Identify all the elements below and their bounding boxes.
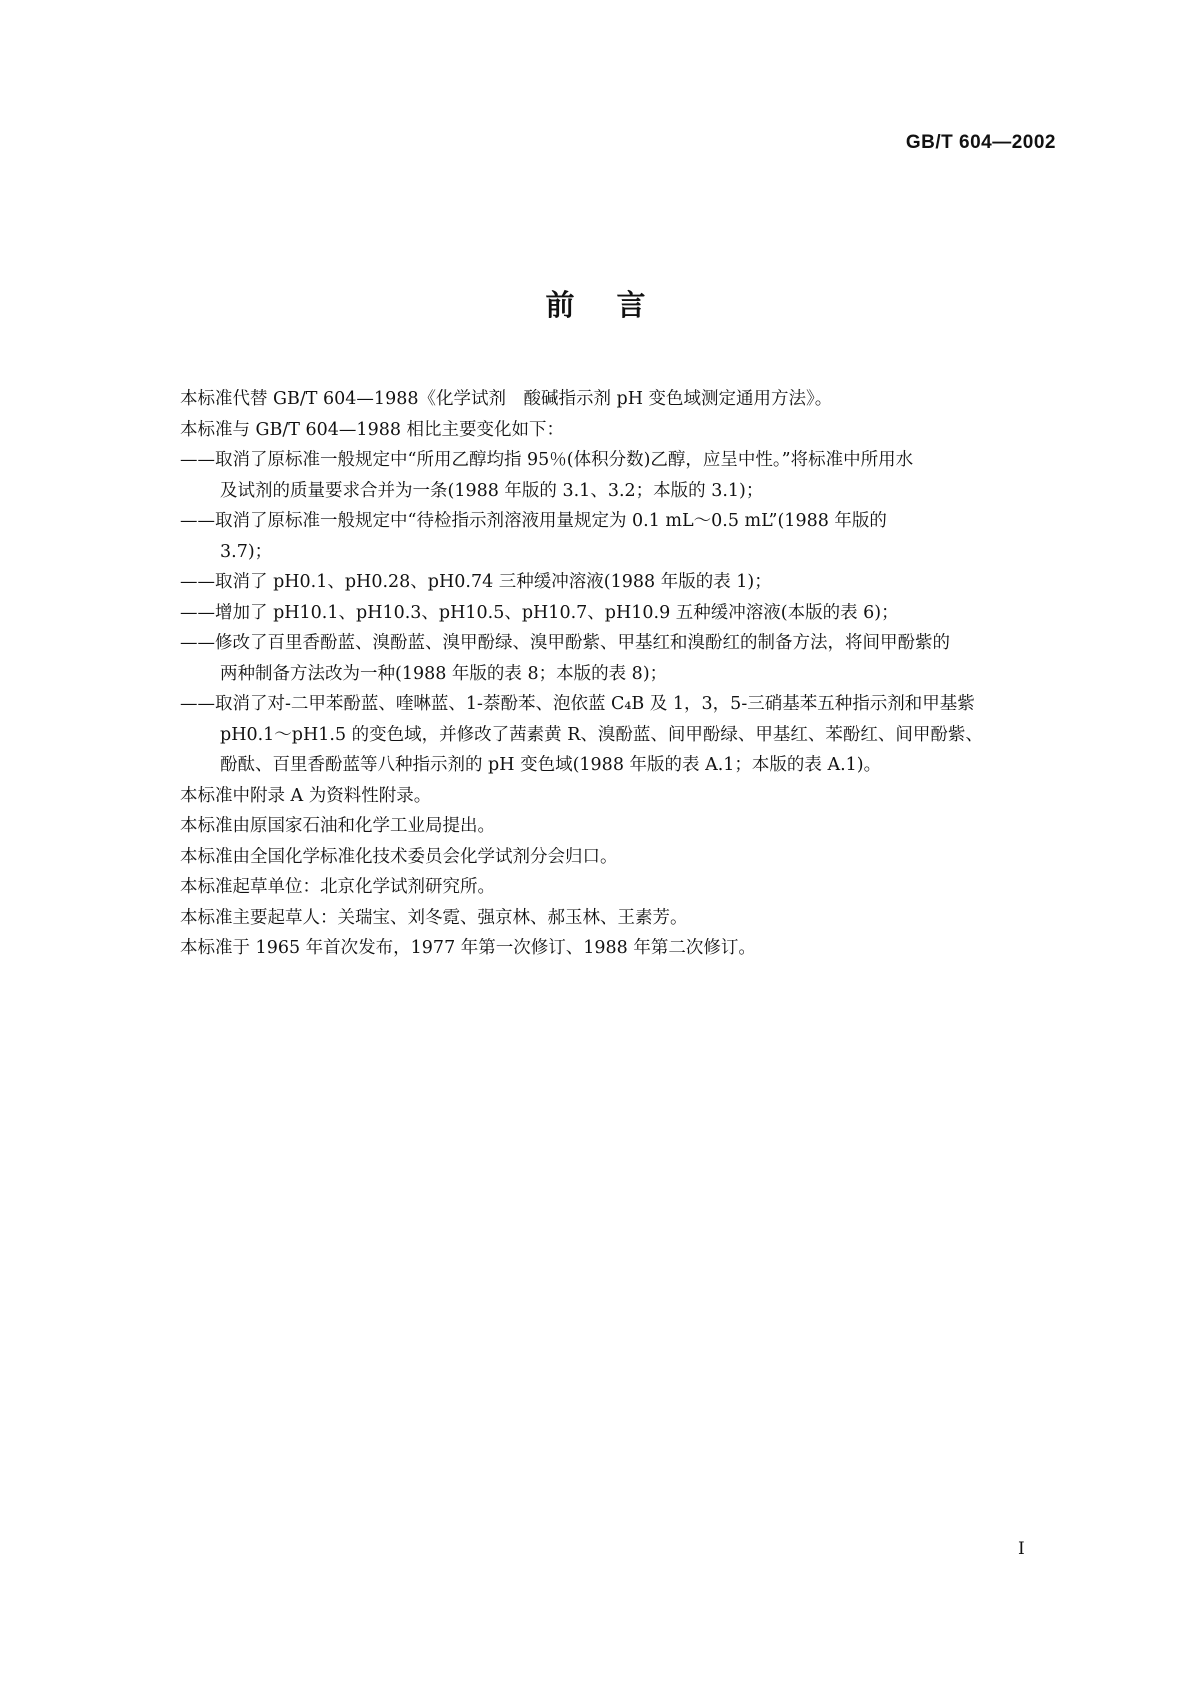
page-number: I xyxy=(1018,1539,1025,1559)
change-line: 酚酞、百里香酚蓝等八种指示剂的 pH 变色域(1988 年版的表 A.1；本版的表 A.1)。 xyxy=(220,755,882,775)
change-line: ——取消了对-二甲苯酚蓝、喹啉蓝、1-萘酚苯、泡依蓝 C₄B 及 1，3，5-三硝基苯五种指示剂和甲基紫 xyxy=(180,694,975,714)
standard-number: GB/T 604—2002 xyxy=(905,132,1056,153)
proposer-note: 本标准由原国家石油和化学工业局提出。 xyxy=(180,816,495,836)
changes-intro: 本标准与 GB/T 604—1988 相比主要变化如下： xyxy=(180,419,565,440)
drafters-note: 本标准主要起草人：关瑞宝、刘冬霓、强京林、郝玉林、王素芳。 xyxy=(180,907,688,928)
change-line: 3.7)； xyxy=(220,541,273,562)
page-title: 前言 xyxy=(545,288,688,322)
change-item xyxy=(180,628,1053,689)
change-line: 及试剂的质量要求合并为一条(1988 年版的 3.1、3.2；本版的 3.1)； xyxy=(220,480,764,501)
change-line: ——增加了 pH10.1、pH10.3、pH10.5、pH10.7、pH10.9 五种缓冲溶液(本版的表 6)； xyxy=(180,602,899,623)
document-body xyxy=(180,384,1053,964)
change-line: ——取消了原标准一般规定中“所用乙醇均指 95％(体积分数)乙醇，应呈中性。”将标准中所用水 xyxy=(180,450,914,470)
change-line: ——取消了 pH0.1、pH0.28、pH0.74 三种缓冲溶液(1988 年版的表 1)； xyxy=(180,572,772,592)
appendix-note: 本标准中附录 A 为资料性附录。 xyxy=(180,785,432,806)
history-note: 本标准于 1965 年首次发布，1977 年第一次修订、1988 年第二次修订。 xyxy=(180,938,756,958)
change-line: pH0.1～pH1.5 的变色域，并修改了茜素黄 R、溴酚蓝、间甲酚绿、甲基红、苯酚红、间甲酚紫、 xyxy=(220,724,983,745)
change-item xyxy=(180,598,1053,629)
change-item xyxy=(180,445,1053,506)
change-line: 两种制备方法改为一种(1988 年版的表 8；本版的表 8)； xyxy=(220,663,668,684)
change-line: ——修改了百里香酚蓝、溴酚蓝、溴甲酚绿、溴甲酚紫、甲基红和溴酚红的制备方法，将间甲酚紫的 xyxy=(180,633,950,653)
change-line: ——取消了原标准一般规定中“待检指示剂溶液用量规定为 0.1 mL～0.5 mL”(1988 年版的 xyxy=(180,511,887,531)
committee-note: 本标准由全国化学标准化技术委员会化学试剂分会归口。 xyxy=(180,846,618,867)
change-item xyxy=(180,567,1053,598)
change-item xyxy=(180,506,1053,567)
drafting-unit-note: 本标准起草单位：北京化学试剂研究所。 xyxy=(180,877,495,897)
replacement-statement: 本标准代替 GB/T 604—1988《化学试剂 酸碱指示剂 pH 变色域测定通用方法》。 xyxy=(180,389,833,409)
change-item xyxy=(180,689,1053,781)
